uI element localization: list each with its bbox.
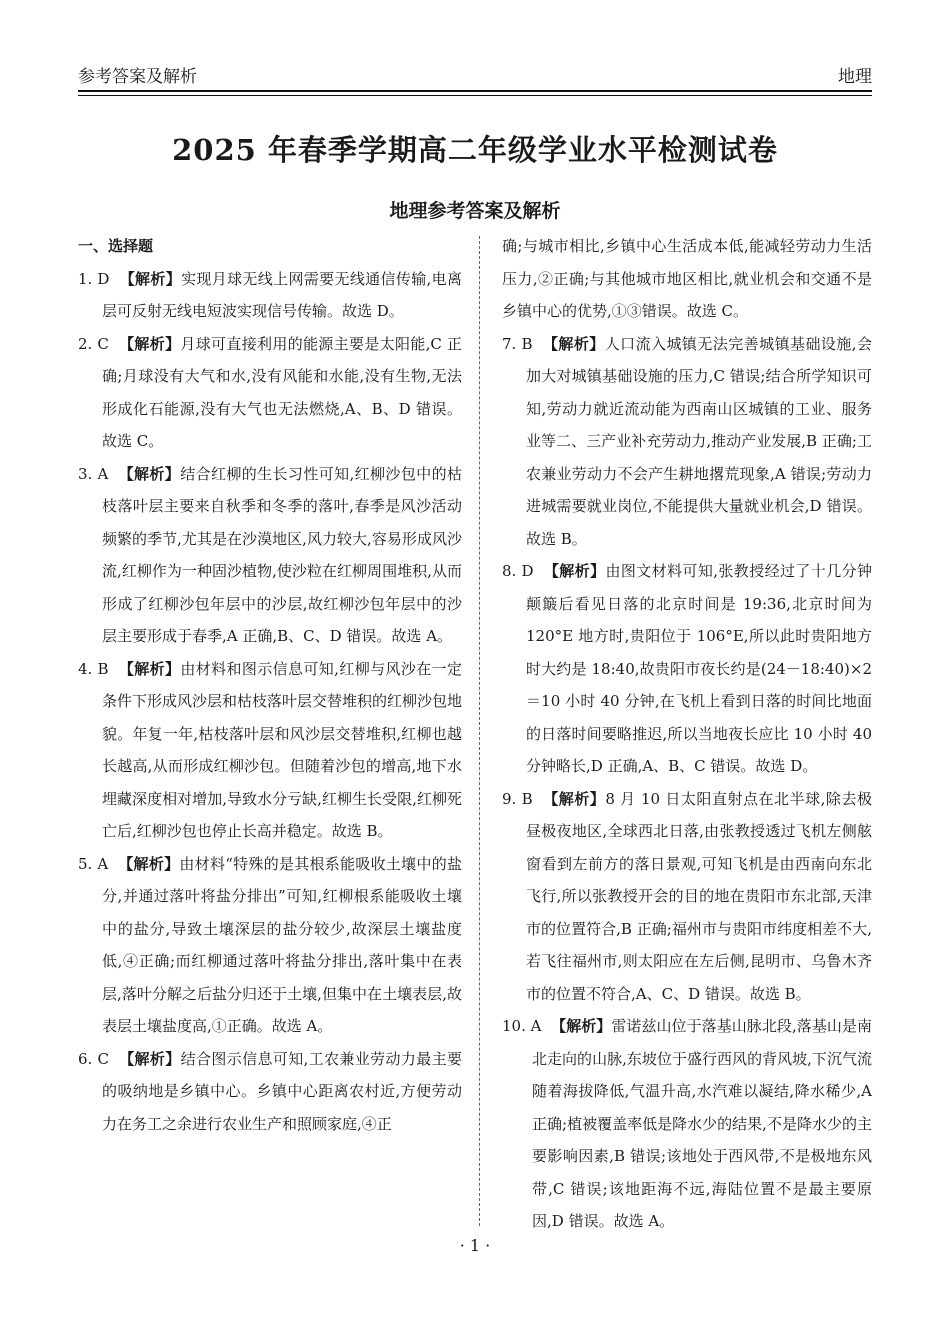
answer-item xyxy=(502,783,872,1011)
answer-item xyxy=(78,1043,462,1141)
section-heading: 一、选择题 xyxy=(78,237,154,255)
answer-text: 实现月球无线上网需要无线通信传输,电离层可反射无线电短波实现信号传输。故选 D。 xyxy=(102,269,462,320)
answer-text: 8 月 10 日太阳直射点在北半球,除去极昼极夜地区,全球西北日落,由张教授透过飞机左侧舷窗看到左前方的落日景观,可知飞机是由西南向东北飞行,所以张教授开会的目的地在贵阳市东北部,天津市的位置符合,B 正确;福州市与贵阳市纬度相差不大,若飞往福州市,则太阳应在左后侧,昆明市、乌鲁木齐市的位置不符合,A、C、D 错误。故选 B。 xyxy=(526,789,872,1003)
answer-item xyxy=(502,328,872,556)
column-divider xyxy=(479,236,480,1226)
answer-number: 2. C xyxy=(78,334,109,353)
page-number: · 1 · xyxy=(459,1236,491,1255)
answer-text: 月球可直接利用的能源主要是太阳能,C 正确;月球没有大气和水,没有风能和水能,没有生物,无法形成化石能源,没有大气也无法燃烧,A、B、D 错误。故选 C。 xyxy=(102,334,462,450)
analysis-tag: 【解析】 xyxy=(543,789,606,808)
answer-text: 由材料“特殊的是其根系能吸收土壤中的盐分,并通过落叶将盐分排出”可知,红柳根系能吸收土壤中的盐分,导致土壤深层的盐分较少,故深层土壤盐度低,④正确;而红柳通过落叶将盐分排出,落叶集中在表层,落叶分解之后盐分归还于土壤,但集中在土壤表层,故表层土壤盐度高,①正确。故选 A。 xyxy=(102,854,462,1035)
analysis-tag: 【解析】 xyxy=(118,659,181,678)
answer-item xyxy=(78,458,462,653)
answer-item xyxy=(78,263,462,328)
analysis-tag: 【解析】 xyxy=(543,562,606,580)
answer-number: 1. D xyxy=(78,269,110,288)
header-left-label: 参考答案及解析 xyxy=(78,67,197,87)
answer-item xyxy=(502,555,872,783)
answer-text: 人口流入城镇无法完善城镇基础设施,会加大对城镇基础设施的压力,C 错误;结合所学知识可知,劳动力就近流动能为西南山区城镇的工业、服务业等二、三产业补充劳动力,推动产业发展,B 正确;工农兼业劳动力不会产生耕地撂荒现象,A 错误;劳动力进城需要就业岗位,不能提供大量就业机会,D 错误。故选 B。 xyxy=(526,334,872,548)
analysis-tag: 【解析】 xyxy=(542,334,605,353)
right-column xyxy=(502,230,872,1238)
answer-number: 5. A xyxy=(78,854,109,873)
answer-text: 结合红柳的生长习性可知,红柳沙包中的枯枝落叶层主要来自秋季和冬季的落叶,春季是风沙活动频繁的季节,尤其是在沙漠地区,风力较大,容易形成风沙流,红柳作为一种固沙植物,使沙粒在红柳周围堆积,从而形成了红柳沙包年层中的沙层,故红柳沙包年层中的沙层主要形成于春季,A 正确,B、C、D 错误。故选 A。 xyxy=(102,464,462,645)
page-title: 2025 年春季学期高二年级学业水平检测试卷 xyxy=(172,133,778,167)
analysis-tag: 【解析】 xyxy=(119,334,181,353)
header-rule xyxy=(78,90,872,92)
answer-number: 6. C xyxy=(78,1049,109,1068)
analysis-tag: 【解析】 xyxy=(119,269,182,288)
header-subject-label: 地理 xyxy=(838,67,872,87)
analysis-tag: 【解析】 xyxy=(118,854,180,873)
answer-number: 3. A xyxy=(78,464,109,483)
answer-item xyxy=(78,848,462,1043)
answer-text: 由图文材料可知,张教授经过了十几分钟颠簸后看见日落的北京时间是 19:36,北京时间为 120°E 地方时,贵阳位于 106°E,所以此时贵阳地方时大约是 18:40,故贵阳市夜长约是(24－18:40)×2＝10 小时 40 分钟,在飞机上看到日落的时间比地面的日落时间要略推迟,所以当地夜长应比 10 小时 40 分钟略长,D 正确,A、B、C 错误。故选 D。 xyxy=(526,562,872,775)
answer-continuation: 确;与城市相比,乡镇中心生活成本低,能减轻劳动力生活压力,②正确;与其他城市地区相比,就业机会和交通不是乡镇中心的优势,①③错误。故选 C。 xyxy=(502,237,872,320)
answer-item xyxy=(502,1010,872,1238)
answer-number: 7. B xyxy=(502,334,533,353)
answer-number: 9. B xyxy=(502,789,533,808)
left-column xyxy=(78,230,462,1140)
answer-text: 结合图示信息可知,工农兼业劳动力最主要的吸纳地是乡镇中心。乡镇中心距离农村近,方便劳动力在务工之余进行农业生产和照顾家庭,④正 xyxy=(102,1049,462,1133)
analysis-tag: 【解析】 xyxy=(551,1017,612,1035)
page-subtitle: 地理参考答案及解析 xyxy=(389,200,561,222)
header-rule-thin xyxy=(78,95,872,96)
answer-text: 由材料和图示信息可知,红柳与风沙在一定条件下形成风沙层和枯枝落叶层交替堆积的红柳沙包地貌。年复一年,枯枝落叶层和风沙层交替堆积,红柳也越长越高,从而形成红柳沙包。但随着沙包的增高,地下水埋藏深度相对增加,导致水分亏缺,红柳生长受限,红柳死亡后,红柳沙包也停止长高并稳定。故选 B。 xyxy=(102,659,463,840)
analysis-tag: 【解析】 xyxy=(119,1049,181,1068)
page-header xyxy=(78,58,872,90)
answer-item xyxy=(78,653,462,848)
answer-item xyxy=(78,328,462,458)
answer-number: 10. A xyxy=(502,1017,542,1035)
answer-number: 4. B xyxy=(78,659,109,678)
answer-number: 8. D xyxy=(502,562,534,580)
analysis-tag: 【解析】 xyxy=(118,464,181,483)
answer-text: 雷诺兹山位于落基山脉北段,落基山是南北走向的山脉,东坡位于盛行西风的背风坡,下沉气流随着海拔降低,气温升高,水汽难以凝结,降水稀少,A 正确;植被覆盖率低是降水少的结果,不是降水少的主要影响因素,B 错误;该地处于西风带,不是极地东风带,C 错误;该地距海不远,海陆位置不是最主要原因,D 错误。故选 A。 xyxy=(532,1017,872,1230)
